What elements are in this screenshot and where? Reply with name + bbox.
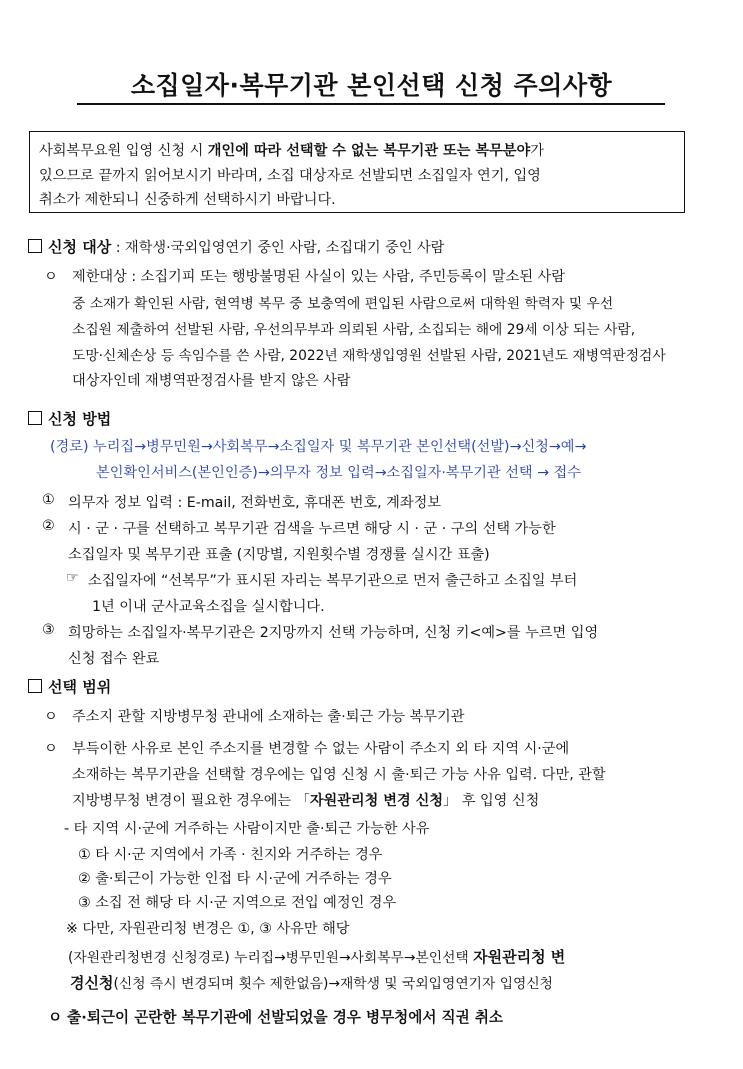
- step-text-3-cont: 신청 접수 완료: [68, 651, 160, 667]
- section-eligibility-header: 신청 대상 : 재학생·국외입영연기 중인 사람, 소집대기 중인 사람: [28, 236, 444, 257]
- checkbox-square-icon: [28, 679, 42, 693]
- notice-line-1: 사회복무요원 입영 신청 시 개인에 따라 선택할 수 없는 복무기관 또는 복무분야가: [39, 143, 544, 159]
- restriction-line-2: 중 소재가 확인된 사람, 현역병 복무 중 보충역에 편입된 사람으로써 대학원 학력자 및 우선: [72, 296, 614, 312]
- restriction-line-4: 도망·신체손상 등 속임수를 쓴 사람, 2022년 재학생입영원 선발된 사람, 2021년도 재병역판정검사: [72, 348, 666, 364]
- application-route-line-1: (경로) 누리집→병무민원→사회복무→소집일자 및 복무기관 본인선택(선발)→신청→예→: [50, 439, 587, 455]
- section-method-header: 신청 방법: [28, 408, 111, 429]
- step-note: 소집일자에 “선복무”가 표시된 자리는 복무기관으로 먼저 출근하고 소집일 부터: [88, 573, 578, 589]
- scope-line-2: 부득이한 사유로 본인 주소지를 변경할 수 없는 사람이 주소지 외 타 지역 시·군에: [72, 741, 570, 757]
- bullet-icon: ㅇ: [44, 709, 58, 725]
- title-underline: [77, 103, 665, 105]
- bullet-icon: ㅇ: [44, 269, 58, 285]
- restriction-line-1: 제한대상 : 소집기피 또는 행방불명된 사실이 있는 사람, 주민등록이 말소된 사람: [72, 269, 565, 285]
- scope-line-1: 주소지 관할 지방병무청 관내에 소재하는 출·퇴근 가능 복무기관: [72, 709, 465, 725]
- scope-route-line-1: (자원관리청변경 신청경로) 누리집→병무민원→사회복무→본인선택 자원관리청 변: [68, 948, 566, 966]
- scope-route-line-2: 경신청(신청 즉시 변경되며 횟수 제한없음)→재학생 및 국외입영연기자 입영신청: [70, 974, 554, 992]
- bullet-icon: ㅇ: [44, 741, 58, 757]
- notice-box: [29, 131, 685, 213]
- step-number-1: ①: [42, 492, 55, 508]
- section-scope-header: 선택 범위: [28, 676, 111, 697]
- scope-line-3: 소재하는 복무기관을 선택할 경우에는 입영 신청 시 출·퇴근 가능 사유 입력. 다만, 관할: [72, 767, 606, 783]
- step-text-2-cont: 소집일자 및 복무기관 표출 (지망별, 지원횟수별 경쟁률 실시간 표출): [68, 547, 490, 563]
- reason-2: ② 출·퇴근이 가능한 인접 타 시·군에 거주하는 경우: [78, 871, 392, 887]
- scope-emphasis: 자원관리청 변경 신청: [309, 793, 444, 809]
- pointing-hand-icon: ☞: [66, 570, 79, 586]
- step-note-cont: 1년 이내 군사교육소집을 실시합니다.: [92, 599, 325, 615]
- notice-line-3: 취소가 제한되니 신중하게 선택하시기 바랍니다.: [39, 192, 336, 208]
- scope-note: ※ 다만, 자원관리청 변경은 ①, ③ 사유만 해당: [66, 921, 350, 937]
- scope-sub-header: - 타 지역 시·군에 거주하는 사람이지만 출·퇴근 가능한 사유: [64, 821, 430, 837]
- step-text-3: 희망하는 소집일자·복무기관은 2지망까지 선택 가능하며, 신청 키<예>를 누르면 입영: [68, 625, 599, 641]
- step-number-2: ②: [42, 518, 55, 534]
- reason-3: ③ 소집 전 해당 타 시·군 지역으로 전입 예정인 경우: [78, 895, 397, 911]
- notice-line-2: 있으므로 끝까지 읽어보시기 바라며, 소집 대상자로 선발되면 소집일자 연기, 입영: [39, 168, 541, 184]
- application-route-line-2: 본인확인서비스(본인인증)→의무자 정보 입력→소집일자·복무기관 선택 → 접수: [96, 465, 581, 481]
- checkbox-square-icon: [28, 239, 42, 253]
- step-text-2: 시 · 군 · 구를 선택하고 복무기관 검색을 누르면 해당 시 · 군 · 구의 선택 가능한: [68, 521, 556, 537]
- step-number-3: ③: [42, 622, 55, 638]
- scope-line-4: 지방병무청 변경이 필요한 경우에는 「자원관리청 변경 신청」 후 입영 신청: [72, 793, 540, 809]
- step-text-1: 의무자 정보 입력 : E-mail, 전화번호, 휴대폰 번호, 계좌정보: [68, 495, 441, 511]
- reason-1: ① 타 시·군 지역에서 가족 · 친지와 거주하는 경우: [78, 847, 383, 863]
- checkbox-square-icon: [28, 411, 42, 425]
- page-title: 소집일자·복무기관 본인선택 신청 주의사항: [130, 71, 613, 100]
- restriction-line-5: 대상자인데 재병역판정검사를 받지 않은 사람: [72, 373, 351, 389]
- final-notice: ㅇ 출·퇴근이 곤란한 복무기관에 선발되었을 경우 병무청에서 직권 취소: [48, 1009, 504, 1026]
- notice-emphasis: 개인에 따라 선택할 수 없는 복무기관 또는 복무분야: [207, 143, 531, 159]
- restriction-line-3: 소집원 제출하여 선발된 사람, 우선의무부과 의뢰된 사람, 소집되는 해에 29세 이상 되는 사람,: [72, 322, 636, 338]
